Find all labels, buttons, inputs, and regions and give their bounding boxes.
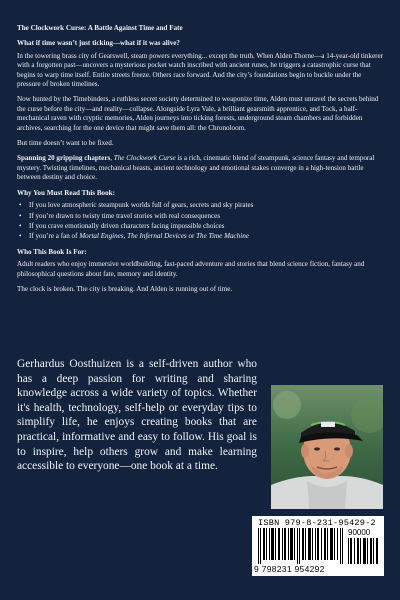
why-read-item-prefix: If you’re a fan of bbox=[29, 232, 80, 241]
why-read-item bbox=[17, 232, 383, 241]
why-read-item: • If you’re drawn to twisty time travel stories with real consequences bbox=[17, 212, 383, 221]
chapters-separator: , bbox=[110, 154, 114, 163]
barcode-digits: 9 798231 954292 bbox=[254, 564, 325, 574]
blurb-paragraph-4 bbox=[17, 154, 383, 182]
chapters-highlight: Spanning 20 gripping chapters bbox=[17, 154, 111, 163]
why-read-list bbox=[17, 201, 383, 242]
isbn-number: ISBN 979-8-231-95429-2 bbox=[258, 518, 376, 528]
book-blurb bbox=[17, 24, 383, 300]
comparable-or: or bbox=[186, 232, 197, 241]
author-bio: Gerhardus Oosthuizen is a self-driven author who has a deep passion for writing and sharing knowledge across a wide variety of topics. Whether it's health, technology, self-help or everyday tips to simplify life, he enjoys creating books that are practical, informative and easy to follow. His goal is to inspire, help others grow and make learning accessible to everyone—one book at a time. bbox=[17, 358, 257, 473]
comparable-title: Mortal Engines bbox=[79, 232, 124, 241]
closing-line: The clock is broken. The city is breaking. And Alden is running out of time. bbox=[17, 284, 233, 293]
isbn-barcode bbox=[252, 516, 384, 576]
why-read-item: • If you crave emotionally driven characters facing impossible choices bbox=[17, 222, 383, 231]
why-read-item: • If you love atmospheric steampunk worlds full of gears, secrets and sky pirates bbox=[17, 201, 383, 210]
price-barcode-bars bbox=[348, 538, 378, 564]
author-photo-image bbox=[271, 385, 383, 509]
who-for-text: Adult readers who enjoy immersive worldbuilding, fast-paced adventure and stories that blend science fiction, fantasy and philosophical questions about fate, memory and identity. bbox=[17, 260, 365, 278]
why-read-heading: Why You Must Read This Book: bbox=[17, 188, 115, 197]
blurb-paragraph-1: In the towering brass city of Gearswell, steam powers everything... except the truth. When Alden Thorne—a 14-year-old tinkerer with a forgotten past—uncovers a mysterious pocket watch inscribed with ancient runes, he triggers a catastrophic curse that begins to warp time itself. Entire streets freeze. Others race forward. And the city’s foundations begin to buckle under the pressure of broken timelines. bbox=[17, 51, 383, 89]
comparable-title: The Infernal Devices bbox=[127, 232, 187, 241]
comparable-separator: , bbox=[123, 232, 128, 241]
book-title-inline: The Clockwork Curse bbox=[113, 154, 176, 163]
blurb-paragraph-3: But time doesn’t want to be fixed. bbox=[17, 139, 114, 148]
author-photo bbox=[271, 385, 383, 509]
price-code: 90000 bbox=[348, 528, 371, 537]
comparable-title: The Time Machine bbox=[196, 232, 249, 241]
blurb-title: The Clockwork Curse: A Battle Against Time and Fate bbox=[17, 24, 183, 32]
blurb-paragraph-4-rest: is a rich, cinematic blend of steampunk, science fantasy and temporal mystery. Twisting timelines, mechanical beasts, ancient technology and emotional stakes converge in a high-tension battle between destiny and choice. bbox=[17, 154, 375, 182]
who-for-heading: Who This Book Is For: bbox=[17, 247, 87, 256]
blurb-paragraph-2: Now hunted by the Timebinders, a ruthless secret society determined to weaponize time, Alden must unravel the secrets behind the curse before the city—and reality—collapse. Alongside Lyra Vale, a brilliant gearsmith apprentice, and Tock, a half-mechanical raven with cryptic memories, Alden journeys into ticking forests, underground steam chambers and forbidden archives, searching for the one device that might save them all: the Chronoloom. bbox=[17, 95, 379, 132]
ean-barcode-bars bbox=[258, 528, 344, 564]
blurb-hook: What if time wasn’t just ticking—what if it was alive? bbox=[17, 39, 180, 48]
